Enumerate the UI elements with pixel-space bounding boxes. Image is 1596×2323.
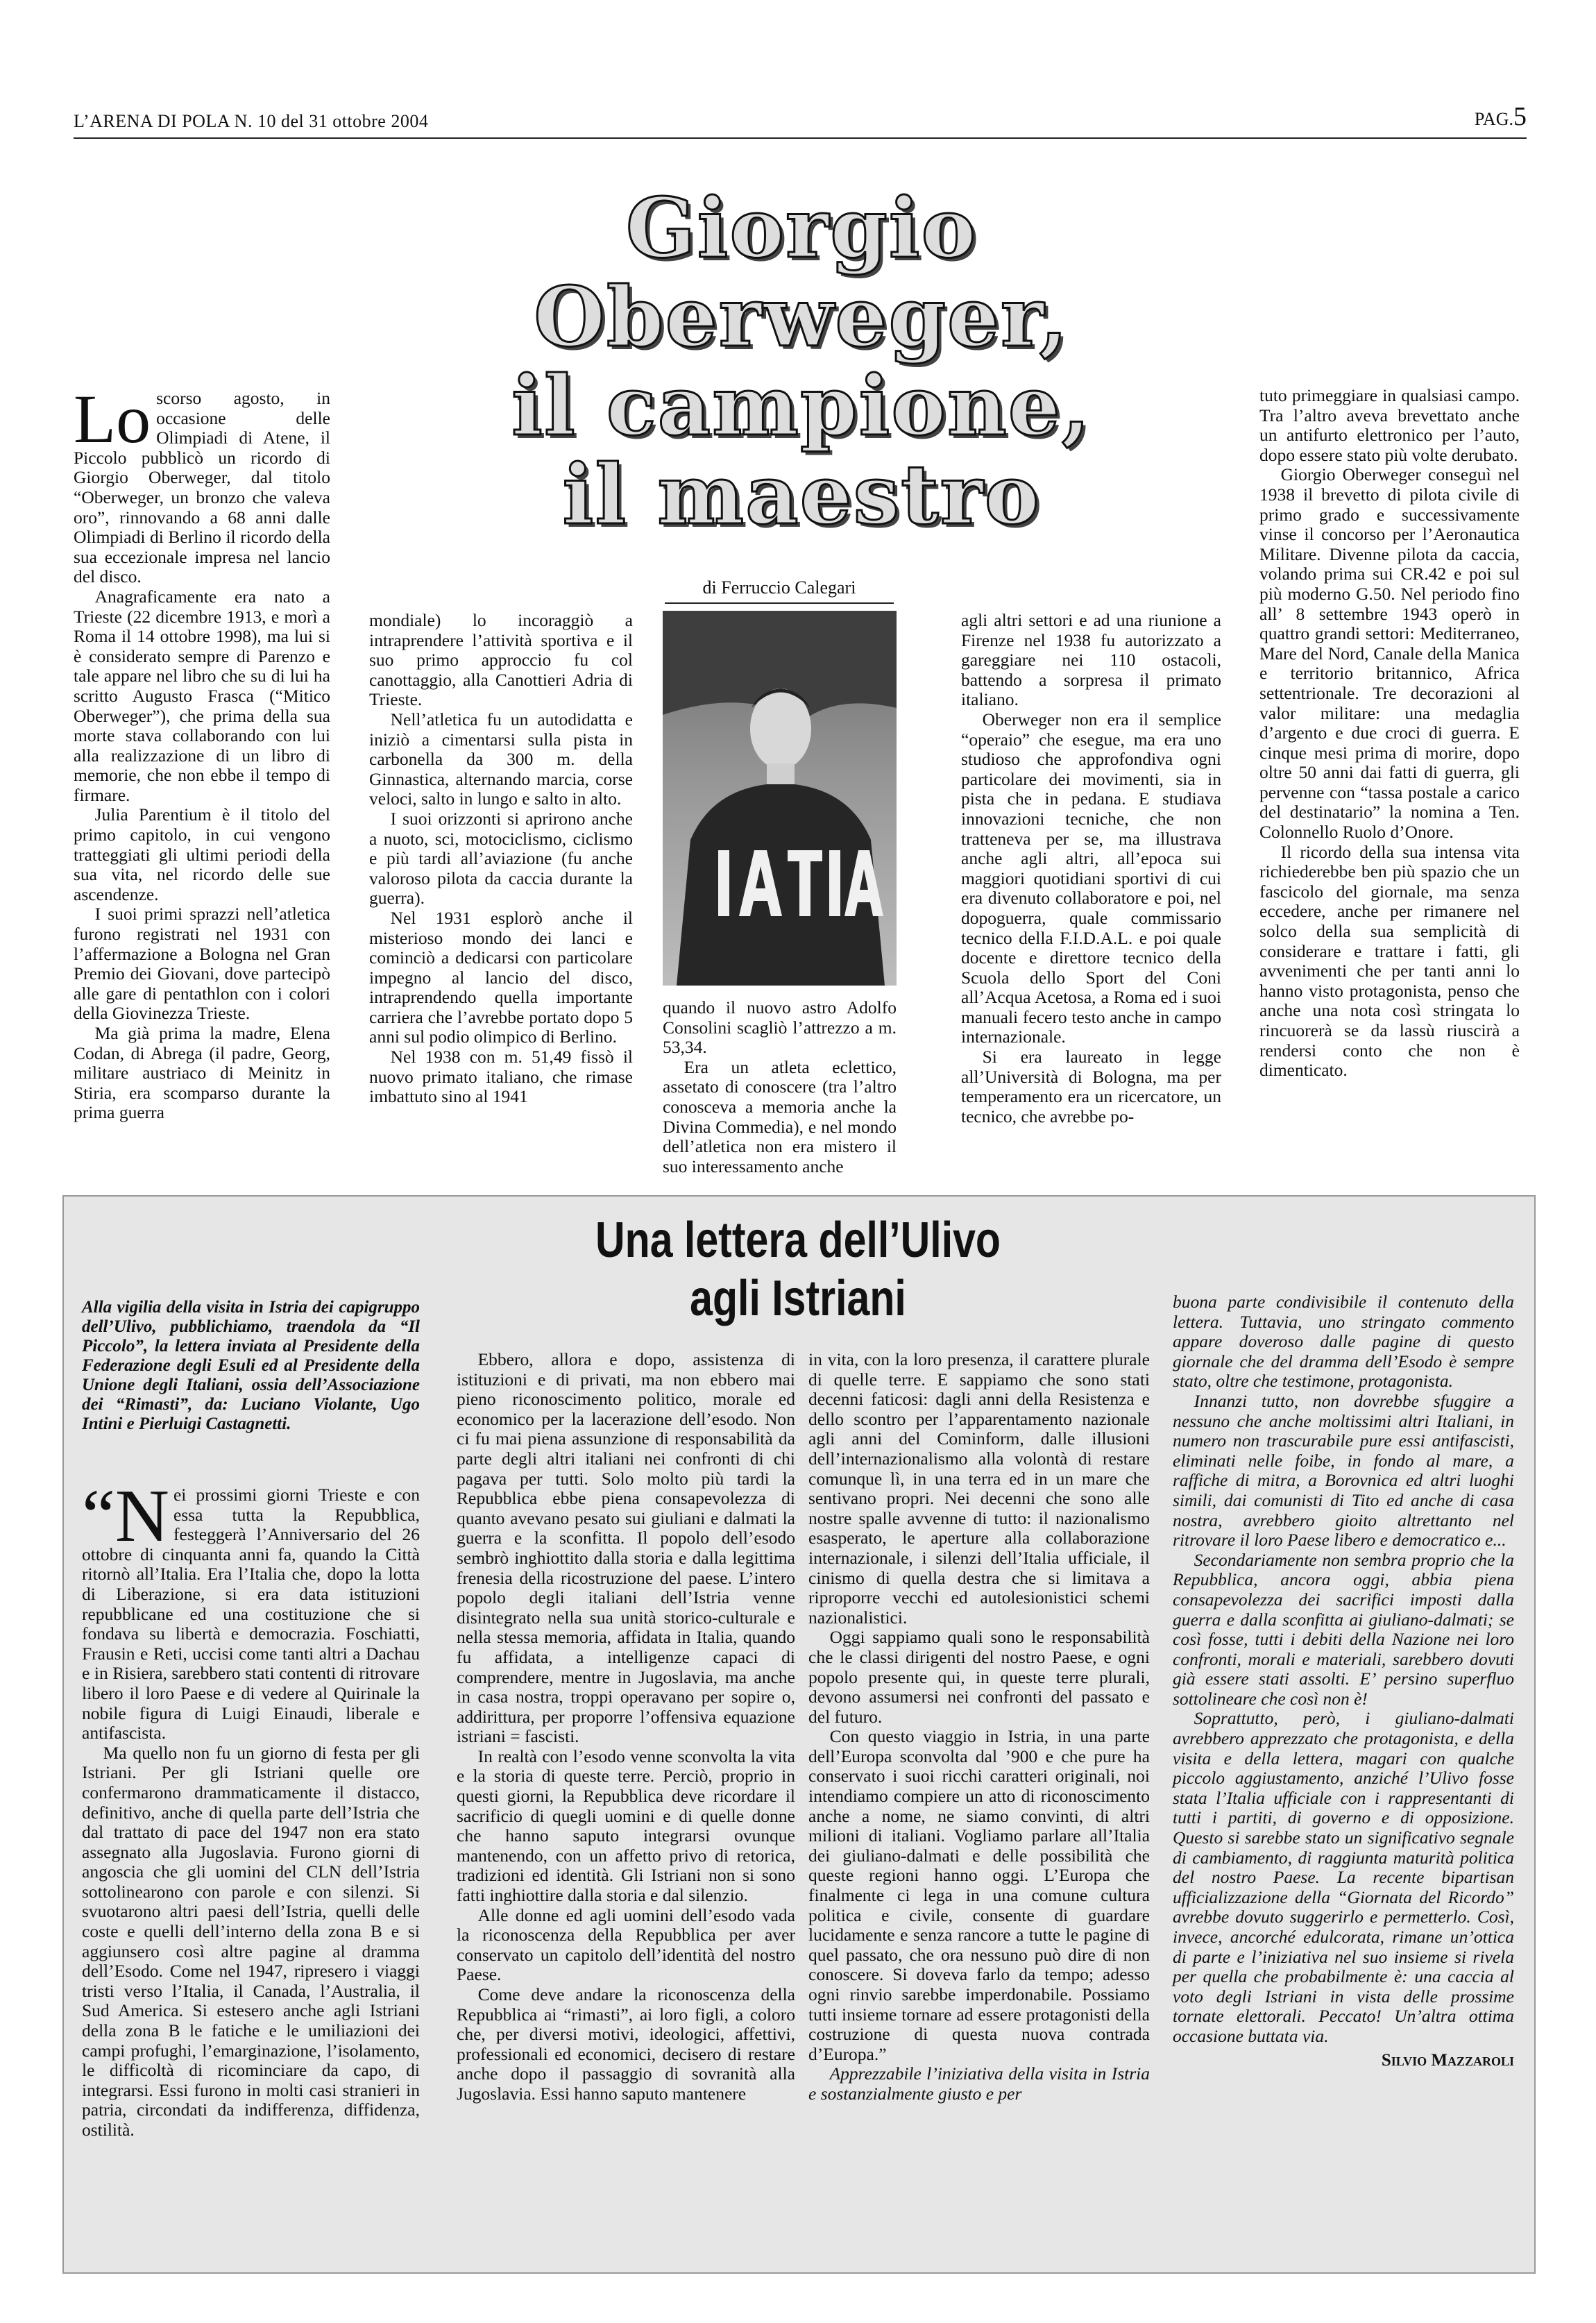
paragraph: Con questo viaggio in Istria, in una parte dell’Europa sconvolta dal ’900 e che pure ha conservato i suoi ricchi caratteri originali, noi intendiamo compiere un atto di riconoscimento anche a nome, ne siamo convinti, di altri milioni di italiani. Vogliamo parlare all’Italia dei giuliano-dalmati e delle possibilità che queste regioni hanno oggi. L’Europa che finalmente ci lega in una comune cultura politica e civile, consente di guardare lucidamente e senza rancore a tutte le pagine di quel passato, che ora nessuno può dire di non conoscere. Si doveva farlo da tempo; adesso ogni rinvio sarebbe imperdonabile. Possiamo tutti insieme tornare ad essere protagonisti della costruzione di questa nuova contrada d’Europa.” — [808, 1726, 1150, 2064]
paragraph: Oggi sappiamo quali sono le responsabilità che le classi dirigenti del nostro Paese, e ogni popolo presente qui, in queste terre plurali, devono assumersi nei confronti del passato e del futuro. — [808, 1627, 1150, 1727]
paragraph: Alle donne ed agli uomini dell’esodo vada la riconoscenza della Repubblica per aver conservato un capitolo dell’identità del nostro Paese. — [457, 1904, 795, 1985]
paragraph: Giorgio Oberweger conseguì nel 1938 il brevetto di pilota civile di primo grado e successivamente vinse il concorso per l’Aeronautica Militare. Divenne pilota da caccia, volando prima sui CR.42 e poi sul più moderno G.50. Nel periodo fino all’ 8 settembre 1943 operò in quattro grandi settori: Mediterraneo, Mare del Nord, Canale della Manica e territorio britannico, Africa settentrionale. Tre decorazioni al valor militare: una medaglia d’argento e due croci di guerra. E cinque mesi prima di morire, dopo oltre 50 anni dai fatti di guerra, gli pervenne con “tassa postale a carico del destinatario” la nomina a Ten. Colonnello Ruolo d’Onore. — [1259, 464, 1520, 843]
lead-paragraph: Lo scorso agosto, in occasione delle Olimpiadi di Atene, il Piccolo pubblicò un ricordo di Giorgio Oberweger, dal titolo “Oberweger, un bronzo che valeva oro”, rinnovando a 68 anni dalle Olimpiadi di Berlino il ricordo della sua eccezionale impresa nel lancio del disco. — [74, 380, 330, 587]
article1-column-4 — [961, 611, 1221, 1126]
signature: Silvio Mazzaroli — [1381, 2050, 1514, 2070]
paragraph: Apprezzabile l’iniziativa della visita in Istria e sostanzialmente giusto e per — [808, 2063, 1150, 2104]
letter-column-2 — [457, 1350, 795, 2104]
paragraph: Secondariamente non sembra proprio che la Repubblica, ancora oggi, abbia piena consapevolezza dei sacrifici imposti dalla guerra e dalla sconfitta ai giuliano-dalmati; se così fosse, tutti i debiti della Nazione nei loro confronti, morali e materiali, sarebbero dovuti già essere stati assolti. E’ persino superfluo sottolineare che così non è! — [1173, 1549, 1514, 1709]
letter-title: Una lettera dell’Ulivo agli Istriani — [595, 1213, 1001, 1326]
paragraph: Innanzi tutto, non dovrebbe sfuggire a nessuno che anche moltissimi altri Italiani, in numero non trascurabile pure essi antifascisti, eliminati nelle foibe, in fondo al mare, a raffiche di mitra, a Borovnica ed altri luoghi simili, dai comunisti di Tito ed anche di casa nostra, avrebbero gioito altrettanto nel ritrovare il loro Paese libero e democratico e... — [1173, 1390, 1514, 1551]
paragraph: I suoi primi sprazzi nell’atletica furono registrati nel 1931 con l’affermazione a Bologna nel Gran Premio dei Giovani, dove partecipò alle gare di pentathlon con i colori della Giovinezza Trieste. — [74, 904, 330, 1024]
paragraph: quando il nuovo astro Adolfo Consolini scagliò l’attrezzo a m. 53,34. — [663, 997, 897, 1058]
paragraph: In realtà con l’esodo venne sconvolta la vita e la storia di queste terre. Perciò, proprio in questi giorni, la Repubblica deve ricordare il sacrificio di quegli uomini e di quelle donne che hanno saputo integrarsi ovunque mantenendo, con un affetto privo di retorica, tradizioni ed identità. Gli Istriani non si sono fatti inghiottire dalla storia e dal silenzio. — [457, 1746, 795, 1906]
page-number: PAG.5 — [1474, 102, 1527, 131]
paragraph: Era un atleta eclettico, assetato di conoscere (tra l’altro conosceva a memoria anche la Divina Commedia), e nel mondo dell’atletica non era mistero il suo interessamento anche — [663, 1056, 897, 1176]
masthead-issue: L’ARENA DI POLA N. 10 del 31 ottobre 2004 — [74, 111, 429, 131]
paragraph: mondiale) lo incoraggiò a intraprendere l’attività sportiva e il suo primo approccio fu col canottaggio, alla Canottieri Adria di Trieste. — [369, 610, 633, 710]
letter-intro: Alla vigilia della visita in Istria dei capigruppo dell’Ulivo, pubblichiamo, traendola da “Il Piccolo”, la lettera inviata al Presidente della Federazione degli Esuli ed al Presidente della Unione degli Italiani, ossia dell’Associazione dei “Rimasti”, da: Luciano Violante, Ugo Intini e Pierluigi Castagnetti. — [82, 1298, 420, 1433]
paragraph: Ma già prima la madre, Elena Codan, di Abrega (il padre, Georg, militare austriaco di Meinitz in Stiria, era scomparso durante la prima guerra — [74, 1023, 330, 1123]
byline: di Ferruccio Calegari — [665, 577, 894, 604]
paragraph: Julia Parentium è il titolo del primo capitolo, in cui vengono tratteggiati gli ultimi periodi della sua vita, nel ricordo delle sue ascendenze. — [74, 804, 330, 904]
athlete-photo-icon — [663, 611, 897, 986]
paragraph: Il ricordo della sua intensa vita richiederebbe ben più spazio che un fascicolo del giornale, ma senza eccedere, anche per rimanere nel solco della sua semplicità di considerare e trattare i fatti, gli avvenimenti che per tanti anni lo hanno visto protagonista, penso che anche una nota così stringata lo rincuorerà se da lassù riuscirà a rendersi conto che non è dimenticato. — [1259, 841, 1520, 1081]
paragraph: Nel 1938 con m. 51,49 fissò il nuovo primato italiano, che rimase imbattuto sino al 1941 — [369, 1047, 633, 1107]
page-header — [74, 104, 1527, 139]
paragraph: Ma quello non fu un giorno di festa per gli Istriani. Per gli Istriani quelle ore confermarono drammaticamente il distacco, definitivo, anche di quella parte dell’Istria che dal trattato di pace del 1947 non era stato assegnato alla Jugoslavia. Furono giorni di angoscia che gli uomini del CLN dell’Istria sottolinearono con parole e con silenzi. Si svuotarono altri paesi dell’Istria, quelli delle coste e quelli dell’interno della zona B e si aggiunsero così altre pagine al dramma dell’Esodo. Come nel 1947, ripresero i viaggi tristi verso l’Italia, il Canada, l’Australia, il Sud America. Si estesero anche agli Istriani della zona B le fatiche e le umiliazioni dei campi profughi, l’emarginazione, l’isolamento, le difficoltà di ricominciare da capo, di integrarsi. Essi furono in molti casi stranieri in patria, circondati da indifferenza, diffidenza, ostilità. — [82, 1742, 420, 2140]
paragraph: buona parte condivisibile il contenuto della lettera. Tuttavia, uno stringato commento appare doveroso dalle pagine di questo giornale che del dramma dell’Esodo è sempre stato, oltre che testimone, protagonista. — [1173, 1292, 1514, 1392]
paragraph: Nell’atletica fu un autodidatta e iniziò a cimentarsi sulla pista in carbonella da 300 m. della Ginnastica, alternando marcia, corse veloci, salto in lungo e salto in alto. — [369, 709, 633, 809]
paragraph: Ebbero, allora e dopo, assistenza di istituzioni e di privati, ma non ebbero mai pieno riconoscimento politico, morale ed economico per la lacerazione dell’esodo. Non ci fu mai piena assunzione di responsabilità da parte degli altri italiani nei confronti di chi pagava per tutti. Solo molto più tardi la Repubblica ebbe piena consapevolezza di quanto avevano pesato sui giuliani e dalmati la guerra e la sconfitta. Il popolo dell’esodo sembrò inghiottito dalla storia e dalla legittima frenesia della ricostruzione del paese. L’intero popolo degli italiani dell’Istria venne disintegrato nella sua unità storico-culturale e nella stessa memoria, affidata in Italia, quando fu affidata, a intelligenze capaci di comprendere, mentre in Jugoslavia, ma anche in casa nostra, troppi operavano per sopire o, addirittura, per proporre l’offensiva equazione istriani = fascisti. — [457, 1349, 795, 1747]
article1-column-1 — [74, 380, 330, 1123]
article-title: Giorgio Oberweger, il campione, il maestro — [511, 180, 1092, 543]
paragraph: agli altri settori e ad una riunione a Firenze nel 1938 fu autorizzato a gareggiare nei 110 ostacoli, battendo a sorpresa il primato italiano. — [961, 610, 1221, 710]
dropcap: Lo — [74, 380, 151, 457]
lead-paragraph: “Nei prossimi giorni Trieste e con essa tutta la Repubblica, festeggerà l’Anniversario del 26 ottobre di cinquanta anni fa, quando la Città ritornò all’Italia. Era l’Italia che, dopo la lotta di Liberazione, si era data istituzioni repubblicane ed una costituzione che si fondava su libertà e democrazia. Foschiatti, Frausin e Reti, uccisi come tanti altri a Dachau e in Risiera, sarebbero stati contenti di ritrovare libero il loro Paese e di vedere al Quirinale la nobile figura di Luigi Einaudi, liberale e antifascista. — [82, 1475, 420, 1743]
article1-column-5 — [1259, 386, 1520, 1081]
paragraph: Oberweger non era il semplice “operaio” che esegue, ma era uno studioso che approfondiva ogni particolare dei movimenti, sia in pista che in pedana. E studiava innovazioni tecniche, che non tratteneva per se, ma illustrava anche agli altri, all’epoca sui maggiori quotidiani sportivi di cui era divenuto collaboratore e poi, nel dopoguerra, quale commissario tecnico della F.I.D.A.L. e poi quale docente e direttore tecnico della Scuola dello Sport del Coni all’Acqua Acetosa, a Roma ed i suoi manuali fecero testo anche in campo internazionale. — [961, 709, 1221, 1047]
quote-dropcap: “N — [82, 1475, 169, 1557]
paragraph: Si era laureato in legge all’Università di Bologna, ma per temperamento era un ricercatore, un tecnico, che avrebbe po- — [961, 1047, 1221, 1126]
paragraph: tuto primeggiare in qualsiasi campo. Tra l’altro aveva brevettato anche un antifurto elettronico per l’auto, dopo essere stato più volte derubato. — [1259, 385, 1520, 465]
article1-column-2 — [369, 611, 633, 1107]
letter-column-4 — [1173, 1292, 1514, 2070]
paragraph: Come deve andare la riconoscenza della Repubblica ai “rimasti”, ai loro figli, a coloro che, per diversi motivi, ideologici, affettivi, professionali ed economici, decisero di restare anche dopo il passaggio di sovranità alla Jugoslavia. Essi hanno saputo mantenere — [457, 1984, 795, 2104]
paragraph: I suoi orizzonti si aprirono anche a nuoto, sci, motociclismo, ciclismo e più tardi all’aviazione (fu anche valoroso pilota da caccia durante la guerra). — [369, 808, 633, 909]
letter-column-1 — [82, 1475, 420, 2140]
paragraph: in vita, con la loro presenza, il carattere plurale di quelle terre. E sappiamo che sono stati decenni faticosi: dagli anni della Resistenza e dello scontro per l’apparentamento nazionale agli anni del Cominform, dalle illusioni dell’internazionalismo alla volontà di restare comunque lì, in una terra ed in un mare che sentivano propri. Nei decenni che sono alle nostre spalle avvenne di tutto: il nazionalismo esasperato, le aperture alla collaborazione internazionale, i silenzi dell’Italia ufficiale, il cinismo di quella destra che si limitava a riproporre vecchi ed autolesionistici schemi nazionalistici. — [808, 1349, 1150, 1628]
article1-column-3 — [663, 998, 897, 1176]
athlete-photo — [663, 611, 897, 986]
paragraph: Soprattutto, però, i giuliano-dalmati avrebbero apprezzato che protagonista, e della visita e della lettera, magari con qualche piccolo aggiustamento, anziché l’Ulivo fosse stata l’Italia ufficiale con i rappresentanti di tutti i partiti, di governo e di opposizione. Questo si sarebbe stato un significativo segnale di cambiamento, di raggiunta maturità politica del nostro Paese. La recente bipartisan ufficializzazione della “Giornata del Ricordo” avrebbe dovuto suggerirlo e permetterlo. Così, invece, ancorché edulcorata, rimane un’ottica di parte e l’iniziativa nel suo insieme si rivela per quella che probabilmente è: una caccia al voto degli Istriani in vista delle prossime tornate elettorali. Peccato! Un’altra ottima occasione buttata via. — [1173, 1708, 1514, 2046]
paragraph: Nel 1931 esplorò anche il misterioso mondo dei lanci e cominciò a dedicarsi con particolare impegno al lancio del disco, intraprendendo quella importante carriera che l’avrebbe portato dopo 5 anni sul podio olimpico di Berlino. — [369, 907, 633, 1047]
letter-column-3 — [808, 1350, 1150, 2104]
paragraph: Anagraficamente era nato a Trieste (22 dicembre 1913, e morì a Roma il 14 ottobre 1998), ma lui si è considerato sempre di Parenzo e tale appare nel libro che su di lui ha scritto Augusto Frasca (“Mitico Oberweger”), che prima della sua morte stava collaborando con lui alla realizzazione di un libro di memorie, che non ebbe il tempo di firmare. — [74, 586, 330, 805]
